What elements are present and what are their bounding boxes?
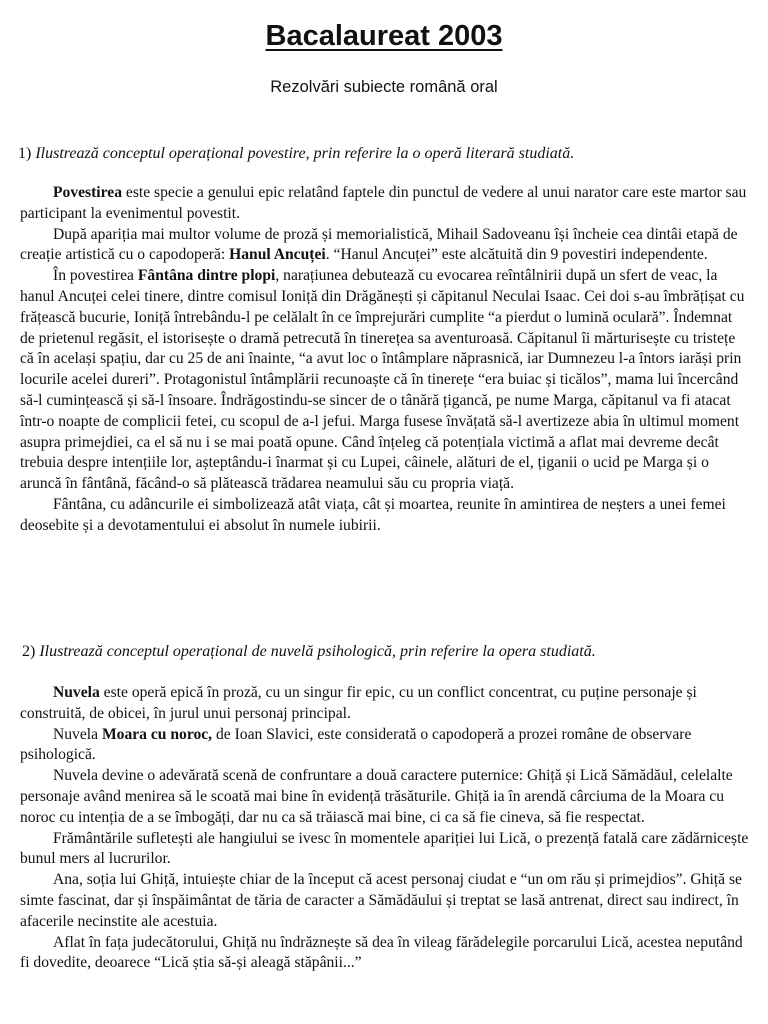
question-2 xyxy=(22,641,752,662)
paragraph: Nuvela este operă epică în proză, cu un singur fir epic, cu un conflict concentrat, cu puține personaje și construită, de obicei, în jurul unui personaj principal. xyxy=(20,684,697,722)
paragraph: Nuvela Moara cu noroc, de Ioan Slavici, este considerată o capodoperă a prozei române de observare psihologică. xyxy=(20,725,692,764)
answer-1 xyxy=(20,183,750,537)
paragraph: Ana, soția lui Ghiță, intuiește chiar de la început că acest personaj ciudat e “un om rău și primejdios”. Ghiță se simte fascinat, dar și înspăimântat de tăria de caracter a Sămădăului și treptat se lasă antrenat, direct sau indirect, în afacerile necinstite ale acestuia. xyxy=(20,871,742,930)
paragraph: Frământările sufletești ale hangiului se ivesc în momentele apariției lui Lică, o prezență fatală care zădărnicește bunul mers al lucrurilor. xyxy=(20,829,749,868)
answer-2 xyxy=(20,683,750,974)
document-title: Bacalaureat 2003 xyxy=(265,20,503,52)
question-1 xyxy=(18,143,748,164)
paragraph: Nuvela devine o adevărată scenă de confruntare a două caractere puternice: Ghiță și Lică Sămădăul, celelalte personaje având menirea să le scoată mai bine în evidență trăsăturile. Ghiță ia în arendă cârciuma de la Moara cu noroc cu intenția de a se îmbogăți, dar nu ca să trăiască mai bine, ci ca să fie cineva, să fie respectat. xyxy=(20,767,733,826)
question-number: 1) xyxy=(18,145,32,162)
question-number: 2) xyxy=(22,643,36,660)
paragraph: În povestirea Fântâna dintre plopi, narațiunea debutează cu evocarea reîntâlnirii după un sfert de veac, la hanul Ancuței celei tinere, dintre comisul Ioniță din Drăgănești și căpitanul Neculai Isaac. Cei doi s-au îmbrățișat cu frățească bucurie, Ioniță întrebându-l pe celălalt în ce împrejurări cumplite “a pierdut o lumină oculară”. Îndemnat de prietenul regăsit, el istorisește o dramă petrecută în tinerețea sa aventuroasă. Căpitanul îi mărturisește cu tristețe că în același spațiu, dar cu 25 de ani înainte, “a avut loc o întâmplare năprasnică, iar Dumnezeu l-a întors iarăși prin locurile acelei dureri”. Protagonistul întâmplării recunoaște că în tinerețe “era buiac și ticălos”, mama lui încercând să-l cumințească și să-l însoare. Îndrăgostindu-se sincer de o tânără țigancă, pe nume Marga, căpitanul va fi atacat într-o noapte de complicii fetei, cu scopul de a-l jefui. Marga fusese învățată să-l avertizeze abia în ultimul moment asupra primejdiei, ca el să nu i se mai poată opune. Când înțeleg că potențiala victimă a aflat mai devreme decât trebuia despre intențiile lor, așteptându-i înarmat și cu Lupei, câinele, alături de el, țiganii o ucid pe Marga și o aruncă în fântână, făcând-o să plătească trădarea neamului său cu propria viață. xyxy=(20,267,745,493)
paragraph: Povestirea este specie a genului epic relatând faptele din punctul de vedere al unui narator care este martor sau participant la evenimentul povestit. xyxy=(20,184,747,222)
paragraph: Aflat în fața judecătorului, Ghiță nu îndrăznește să dea în vileag fărădelegile porcarului Lică, acestea neputând fi dovedite, deoarece “Lică știa să-și aleagă stăpânii...” xyxy=(20,933,743,972)
question-text: Ilustrează conceptul operațional povestire, prin referire la o operă literară studiată. xyxy=(35,145,575,162)
question-text: Ilustrează conceptul operațional de nuvelă psihologică, prin referire la opera studiată. xyxy=(39,643,596,660)
document-subtitle: Rezolvări subiecte română oral xyxy=(270,78,498,96)
paragraph: Fântâna, cu adâncurile ei simbolizează atât viața, cât și moartea, reunite în amintirea de neșters a unei femei deosebite și a devotamentului ei absolut în numele iubirii. xyxy=(20,495,726,534)
paragraph: După apariția mai multor volume de proză și memorialistică, Mihail Sadoveanu își încheie cea dintâi etapă de creație artistică cu o capodoperă: Hanul Ancuței. “Hanul Ancuței” este alcătuită din 9 povestiri independente. xyxy=(20,225,738,264)
